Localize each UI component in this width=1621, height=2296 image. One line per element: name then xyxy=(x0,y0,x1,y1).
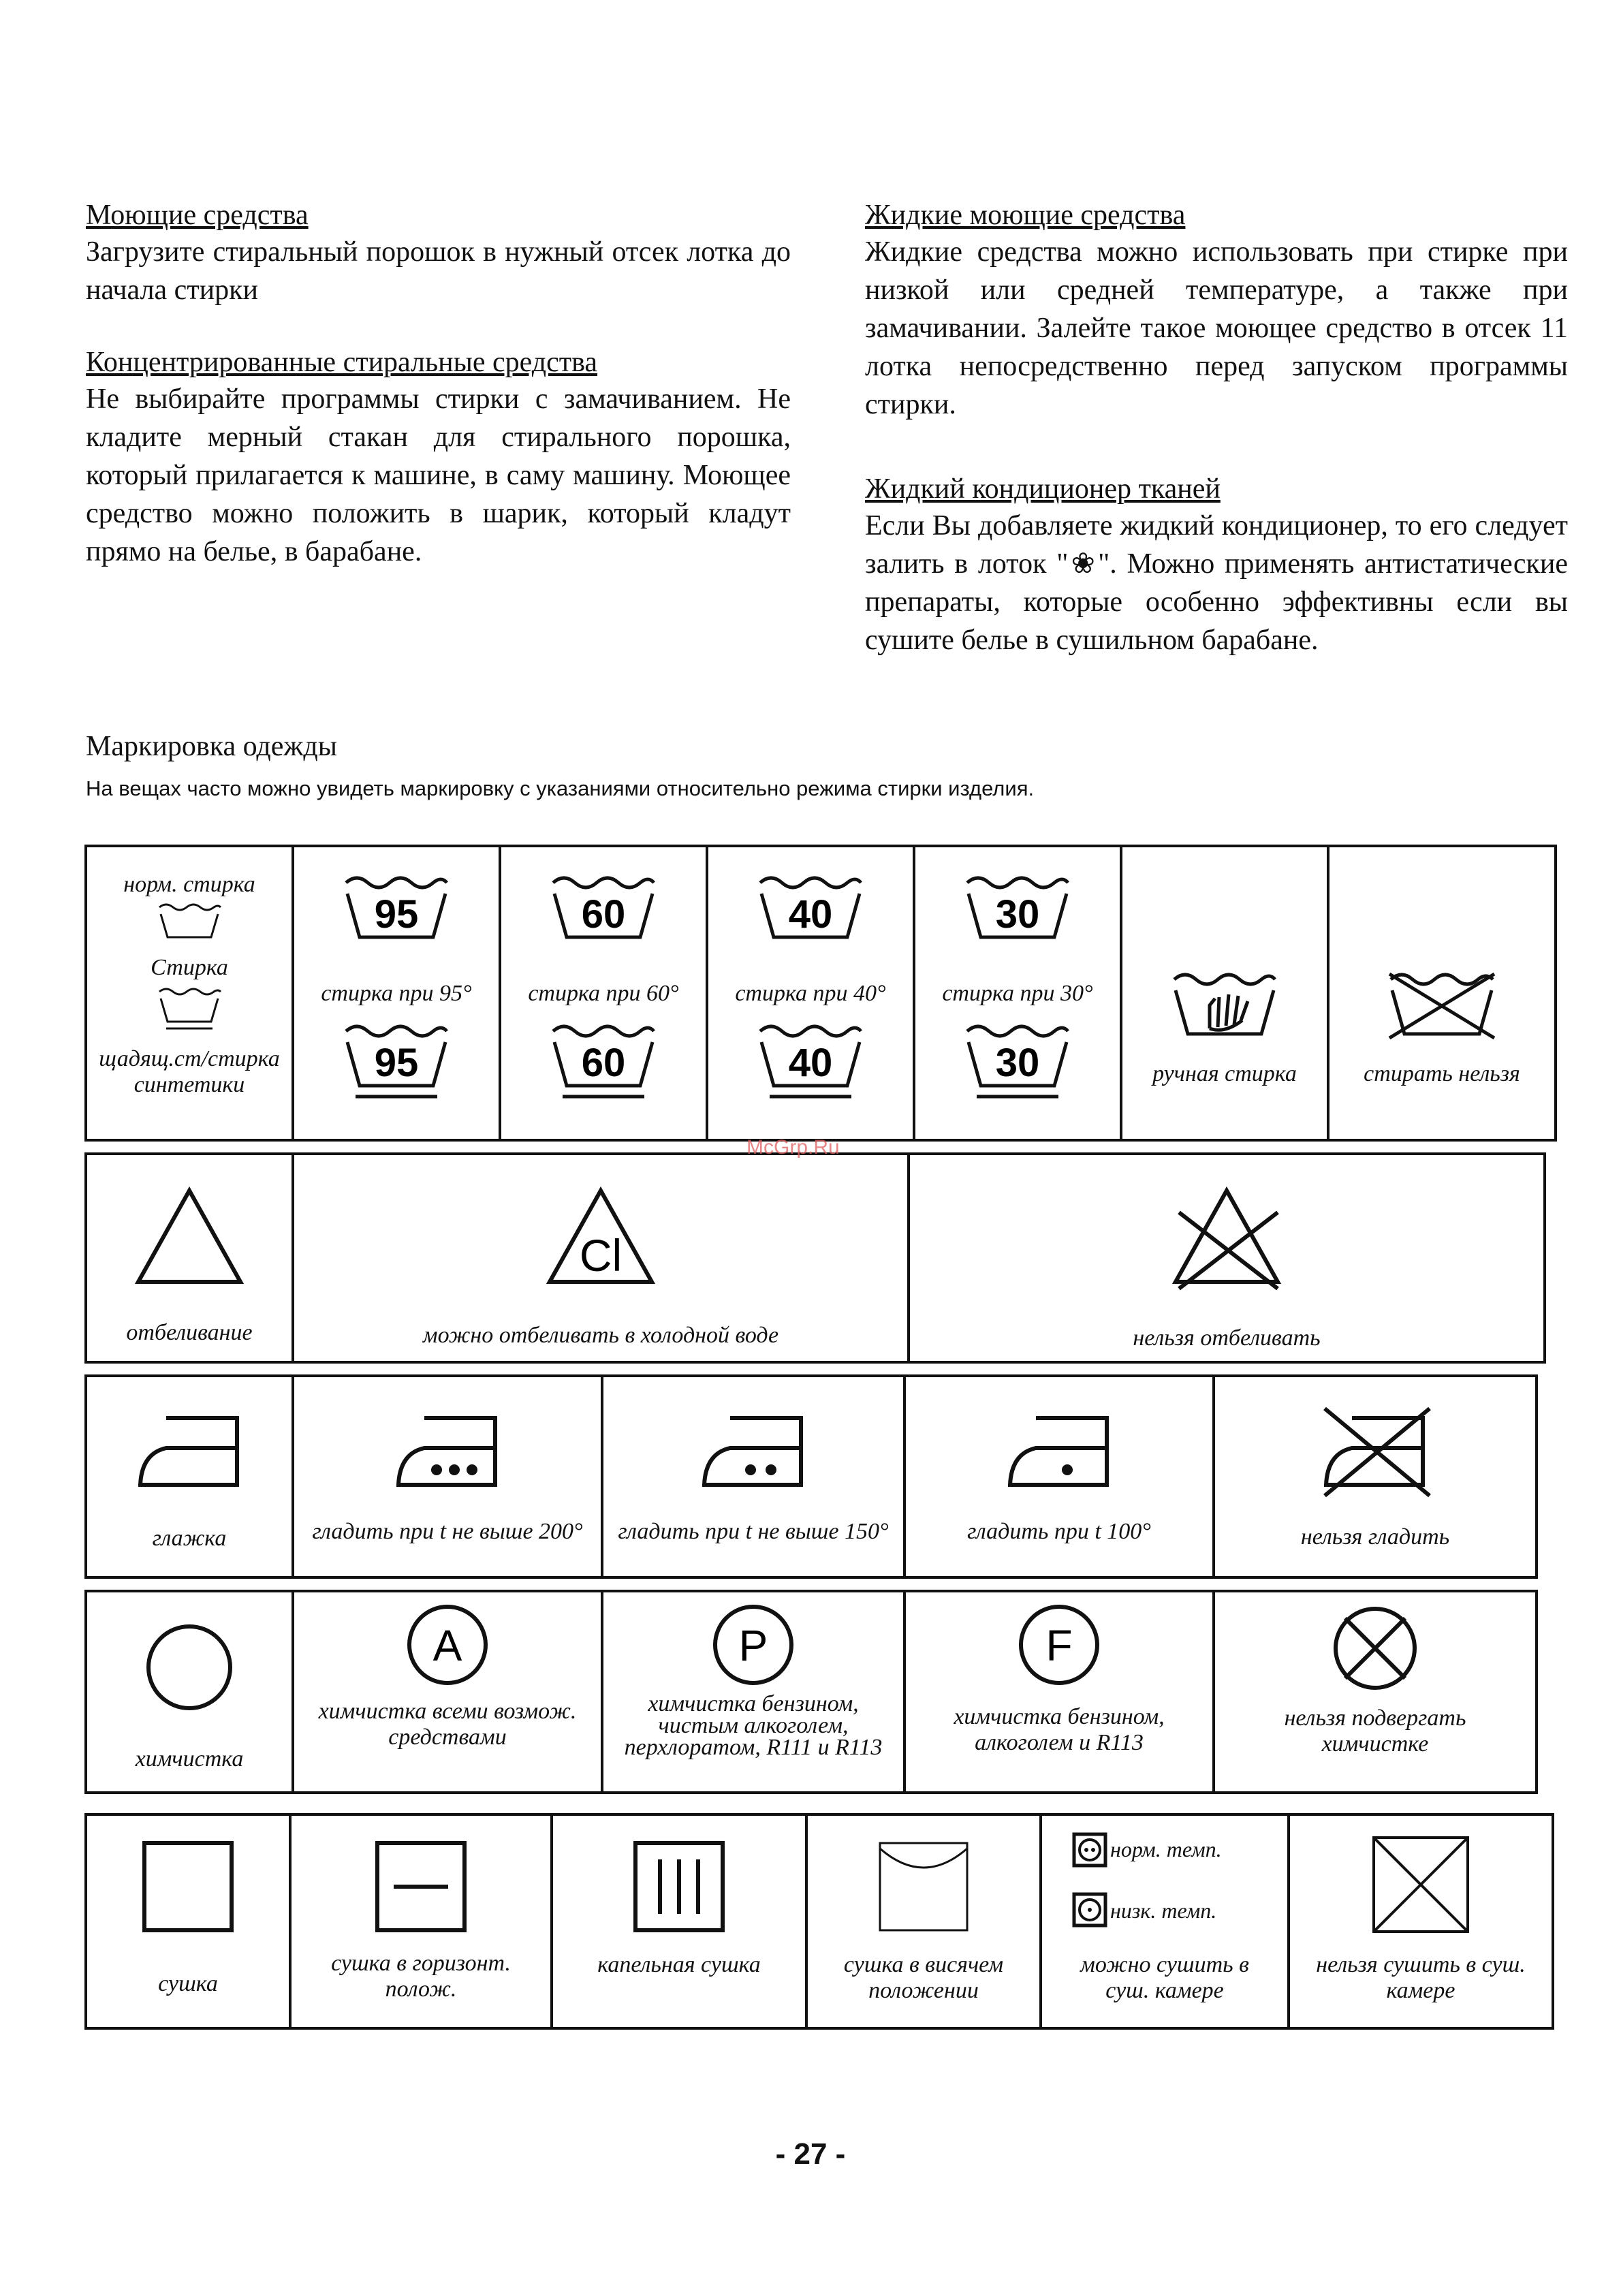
hang-dry-icon xyxy=(876,1839,971,1934)
dry-clean-table xyxy=(84,1590,1538,1794)
wash-95-gentle-icon xyxy=(342,1022,451,1103)
dry-clean-f-icon xyxy=(1015,1601,1103,1689)
tumble-normal-icon xyxy=(1072,1832,1107,1868)
normal-wash-label: норм. стирка xyxy=(123,872,255,897)
no-wash-label: стирать нельзя xyxy=(1364,1061,1520,1086)
tumble-low-icon xyxy=(1072,1892,1107,1928)
liquid-heading: Жидкие моющие средства xyxy=(865,200,1186,231)
no-dry-clean-icon xyxy=(1327,1601,1423,1696)
no-tumble-icon xyxy=(1370,1834,1472,1936)
letter-a: A xyxy=(432,1621,462,1670)
wash-95-icon xyxy=(342,873,451,941)
chlorine-letters: Cl xyxy=(579,1230,623,1280)
cold-bleach-icon xyxy=(543,1185,659,1287)
no-iron-label: нельзя гладить xyxy=(1300,1524,1450,1550)
iron-150-label: гладить при t не выше 150° xyxy=(618,1519,889,1544)
wash-label: Стирка xyxy=(151,955,228,980)
left-column xyxy=(86,198,791,606)
concentrated-text: Не выбирайте программы стирки с замачиванием. Не кладите мерный стакан для стирального порошка, который прилагается к машине, в саму машину. Моющее средство можно положить в шарик, который кладут прямо на белье, в барабане. xyxy=(86,383,791,567)
wash-95-gentle-number: 95 xyxy=(374,1041,419,1085)
wash-30-gentle-number: 30 xyxy=(995,1041,1040,1085)
dry-square-icon xyxy=(140,1839,236,1934)
wash-60-number: 60 xyxy=(581,892,626,937)
liquid-text: Жидкие средства можно использовать при стирке при низкой или средней температуре, а также при замачивании. Залейте такое моющее средство в отсек 11 лотка непосредственно перед запуском программы стирки. xyxy=(865,236,1568,420)
flat-dry-icon xyxy=(373,1839,469,1934)
iron-three-dots-icon xyxy=(393,1404,502,1493)
wash-tub-icon xyxy=(157,902,222,940)
wash-40-gentle-number: 40 xyxy=(788,1041,833,1085)
iron-200-label: гладить при t не выше 200° xyxy=(312,1519,583,1544)
bleach-triangle-icon xyxy=(131,1185,247,1287)
wash-60-gentle-icon xyxy=(549,1022,658,1103)
detergents-text: Загрузите стиральный порошок в нужный отсек лотка до начала стирки xyxy=(86,236,791,306)
iron-two-dots-icon xyxy=(699,1404,808,1493)
cold-bleach-label: можно отбеливать в холодной воде xyxy=(422,1323,779,1348)
marking-subtitle: На вещах часто можно увидеть маркировку с указаниями относительно режима стирки изделия. xyxy=(86,776,1035,800)
wash-95-label: стирка при 95° xyxy=(321,981,472,1006)
drip-dry-label: капельная сушка xyxy=(597,1952,761,1977)
no-dry-clean-label: нельзя подвергать химчистке xyxy=(1284,1705,1466,1757)
wash-40-gentle-icon xyxy=(756,1022,865,1103)
tumble-allowed-label: можно сушить в суш. камере xyxy=(1080,1952,1249,2003)
wash-60-label: стирка при 60° xyxy=(528,981,679,1006)
norm-temp-label: норм. темп. xyxy=(1110,1837,1222,1861)
no-bleach-icon xyxy=(1165,1185,1288,1294)
right-column xyxy=(865,198,1568,707)
low-temp-label: низк. темп. xyxy=(1110,1898,1217,1923)
iron-100-label: гладить при t 100° xyxy=(967,1519,1151,1544)
iron-label: глажка xyxy=(152,1526,227,1551)
marking-title: Маркировка одежды xyxy=(86,731,338,762)
dry-clean-f-label: химчистка бензином, алкоголем и R113 xyxy=(954,1704,1165,1755)
page-number: - 27 - xyxy=(775,2137,846,2171)
wash-30-number: 30 xyxy=(995,892,1040,937)
hand-wash-icon xyxy=(1170,970,1279,1038)
drip-dry-icon xyxy=(631,1839,727,1934)
concentrated-heading: Концентрированные стиральные средства xyxy=(86,347,598,378)
wash-40-icon xyxy=(756,873,865,941)
letter-f: F xyxy=(1045,1621,1073,1670)
dry-clean-circle-icon xyxy=(142,1620,237,1715)
dry-clean-p-label: химчистка бензином, чистым алкоголем, перхлоратом, R111 и R113 xyxy=(624,1691,883,1760)
gentle-wash-tub-icon xyxy=(157,986,222,1031)
dry-clean-label: химчистка xyxy=(135,1746,244,1772)
no-bleach-label: нельзя отбеливать xyxy=(1133,1325,1321,1351)
drying-table xyxy=(84,1813,1554,2030)
gentle-wash-label: щадящ.ст/стирка синтетики xyxy=(99,1046,280,1097)
wash-30-gentle-icon xyxy=(963,1022,1072,1103)
wash-40-number: 40 xyxy=(788,892,833,937)
iron-icon xyxy=(135,1404,244,1493)
conditioner-heading: Жидкий кондиционер тканей xyxy=(865,473,1221,505)
wash-30-label: стирка при 30° xyxy=(942,981,1093,1006)
dry-clean-p-icon xyxy=(709,1601,798,1689)
hand-wash-label: ручная стирка xyxy=(1152,1061,1297,1086)
iron-one-dot-icon xyxy=(1005,1404,1114,1493)
wash-30-icon xyxy=(963,873,1072,941)
no-iron-icon xyxy=(1314,1404,1436,1500)
washing-table xyxy=(84,845,1557,1142)
dry-clean-all-label: химчистка всеми возмож. средствами xyxy=(318,1699,577,1750)
no-tumble-label: нельзя сушить в суш. камере xyxy=(1316,1952,1526,2003)
hang-dry-label: сушка в висячем положении xyxy=(843,1952,1004,2003)
wash-40-label: стирка при 40° xyxy=(735,981,886,1006)
dry-clean-a-icon xyxy=(403,1601,492,1689)
letter-p: P xyxy=(738,1621,768,1670)
watermark: McGrp.Ru xyxy=(746,1136,840,1159)
detergents-heading: Моющие средства xyxy=(86,200,309,231)
dry-label: сушка xyxy=(158,1971,218,1996)
bleach-table xyxy=(84,1152,1546,1364)
no-wash-icon xyxy=(1384,970,1500,1041)
conditioner-text: Если Вы добавляете жидкий кондиционер, то его следует залить в лоток "❀". Можно применять антистатические препараты, которые особенно эффективны если вы сушите белье в сушильном барабане. xyxy=(865,510,1568,656)
wash-60-icon xyxy=(549,873,658,941)
wash-60-gentle-number: 60 xyxy=(581,1041,626,1085)
ironing-table xyxy=(84,1374,1538,1579)
flat-dry-label: сушка в горизонт. полож. xyxy=(331,1951,511,2002)
wash-95-number: 95 xyxy=(374,892,419,937)
bleach-label: отбеливание xyxy=(126,1320,253,1345)
